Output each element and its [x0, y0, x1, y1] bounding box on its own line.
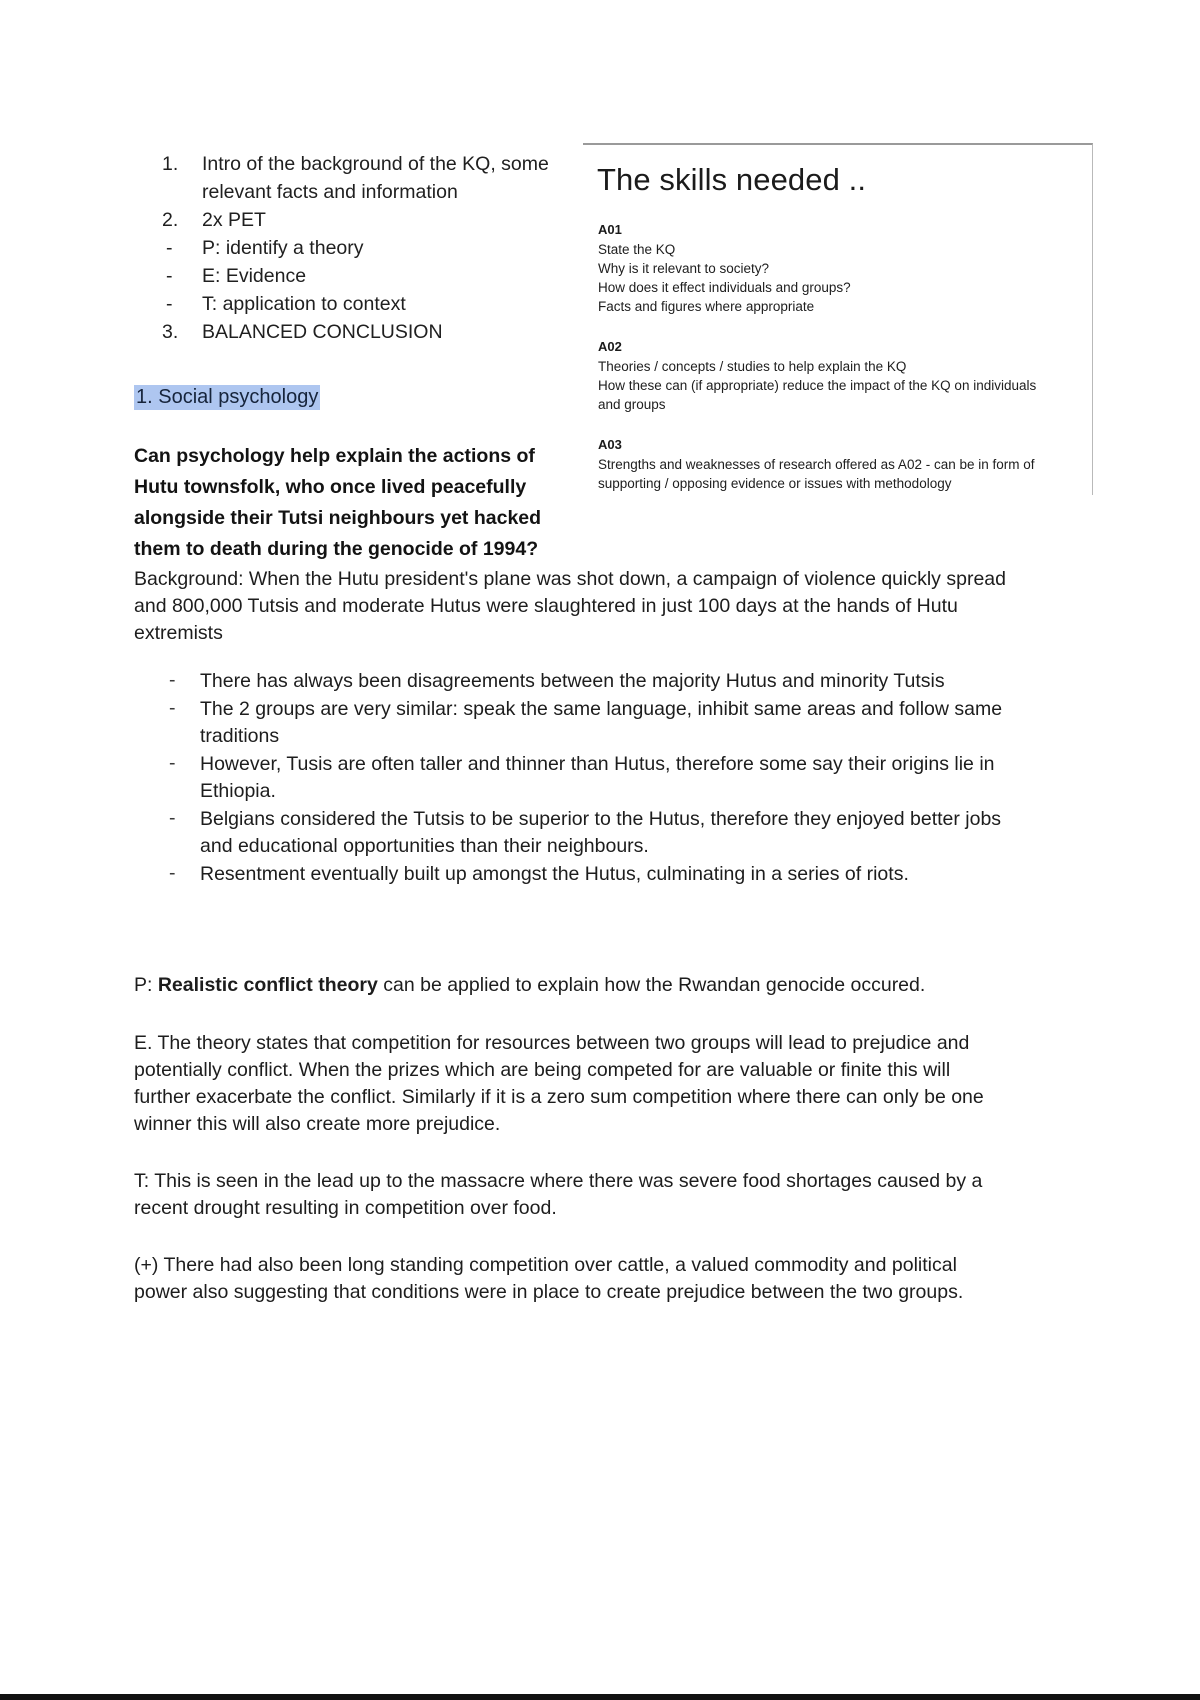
point-plus-paragraph: (+) There had also been long standing competition over cattle, a valued commodity and political power also suggesting that conditions were in place to create prejudice between the two groups. [134, 1254, 964, 1303]
point-p-rest: can be applied to explain how the Rwandan genocide occured. [377, 974, 926, 996]
list-item [134, 150, 564, 206]
list-item [134, 262, 564, 290]
point-p-prefix: P: [134, 974, 158, 996]
list-item-label: There has always been disagreements between the majority Hutus and minority Tutsis [200, 670, 945, 692]
list-item-label: 2x PET [202, 209, 266, 231]
bullet-dash-icon: - [169, 697, 176, 719]
point-t-paragraph: T: This is seen in the lead up to the massacre where there was severe food shortages caused by a recent drought resulting in competition over food. [134, 1170, 983, 1219]
skills-code-label: A01 [598, 222, 622, 237]
list-marker: 2. [162, 209, 179, 231]
skills-code-label: A02 [598, 339, 622, 354]
point-p-paragraph [134, 972, 1010, 999]
list-item-label: P: identify a theory [202, 237, 364, 259]
list-marker: 1. [162, 153, 179, 175]
list-item-label: E: Evidence [202, 265, 307, 287]
skills-section-a03 [598, 436, 1082, 493]
list-item [134, 206, 564, 234]
skills-line: Why is it relevant to society? [598, 261, 770, 276]
skills-line: Theories / concepts / studies to help explain the KQ [598, 359, 907, 374]
skills-line: How does it effect individuals and groups? [598, 280, 851, 295]
skills-line: Facts and figures where appropriate [598, 299, 815, 314]
skills-line: How these can (if appropriate) reduce the impact of the KQ on individuals [598, 378, 1037, 393]
list-item [134, 318, 564, 346]
list-item [134, 234, 564, 262]
left-column [134, 150, 564, 565]
list-marker: - [166, 265, 173, 287]
section-heading [134, 384, 320, 411]
bullet-dash-icon: - [169, 752, 176, 774]
point-e-paragraph: E. The theory states that competition for resources between two groups will lead to prejudice and potentially conflict. When the prizes which are being competed for are valuable or finite this will further exacerbate the conflict. Similarly if it is a zero sum competition where there can only be one winner this will also create more prejudice. [134, 1032, 984, 1135]
skills-line: and groups [598, 397, 666, 412]
background-bullet-list [164, 668, 1010, 889]
bullet-dash-icon: - [169, 807, 176, 829]
skills-box-title: The skills needed .. [597, 162, 867, 197]
background-paragraph: Background: When the Hutu president's plane was shot down, a campaign of violence quickly spread and 800,000 Tutsis and moderate Hutus were slaughtered in just 100 days at the hands of Hutu extremists [134, 568, 1006, 644]
list-item [164, 696, 1010, 750]
list-item [134, 290, 564, 318]
skills-line: supporting / opposing evidence or issues with methodology [598, 476, 952, 491]
bullet-dash-icon: - [169, 669, 176, 691]
list-item [164, 751, 1010, 805]
essay-structure-outline [134, 150, 564, 346]
list-marker: 3. [162, 321, 179, 343]
skills-line: State the KQ [598, 242, 676, 257]
list-marker: - [166, 237, 173, 259]
list-item-label: T: application to context [202, 293, 406, 315]
point-p-theory-name: Realistic conflict theory [157, 974, 378, 996]
skills-code-label: A03 [598, 437, 622, 452]
skills-needed-box [583, 143, 1093, 495]
list-item-label: The 2 groups are very similar: speak the same language, inhibit same areas and follow same traditions [200, 698, 1003, 747]
bullet-dash-icon: - [169, 862, 176, 884]
list-marker: - [166, 293, 173, 315]
list-item-label: Intro of the background of the KQ, some relevant facts and information [202, 153, 549, 203]
skills-section-a01 [598, 221, 1082, 316]
skills-line: Strengths and weaknesses of research offered as A02 - can be in form of [598, 457, 1035, 472]
list-item [164, 806, 1010, 860]
section-heading-text: 1. Social psychology [136, 386, 319, 408]
list-item [164, 861, 1010, 888]
list-item-label: However, Tusis are often taller and thinner than Hutus, therefore some say their origins lie in Ethiopia. [200, 753, 995, 802]
skills-section-a02 [598, 338, 1082, 414]
list-item-label: Resentment eventually built up amongst the Hutus, culminating in a series of riots. [200, 863, 909, 885]
top-section [0, 0, 1200, 560]
list-item-label: BALANCED CONCLUSION [202, 321, 443, 343]
list-item [164, 668, 1010, 695]
key-question: Can psychology help explain the actions of Hutu townsfolk, who once lived peacefully alongside their Tutsi neighbours yet hacked them to death during the genocide of 1994? [134, 445, 542, 560]
page-bottom-rule [0, 1694, 1200, 1700]
list-item-label: Belgians considered the Tutsis to be superior to the Hutus, therefore they enjoyed better jobs and educational opportunities than their neighbours. [200, 808, 1002, 857]
